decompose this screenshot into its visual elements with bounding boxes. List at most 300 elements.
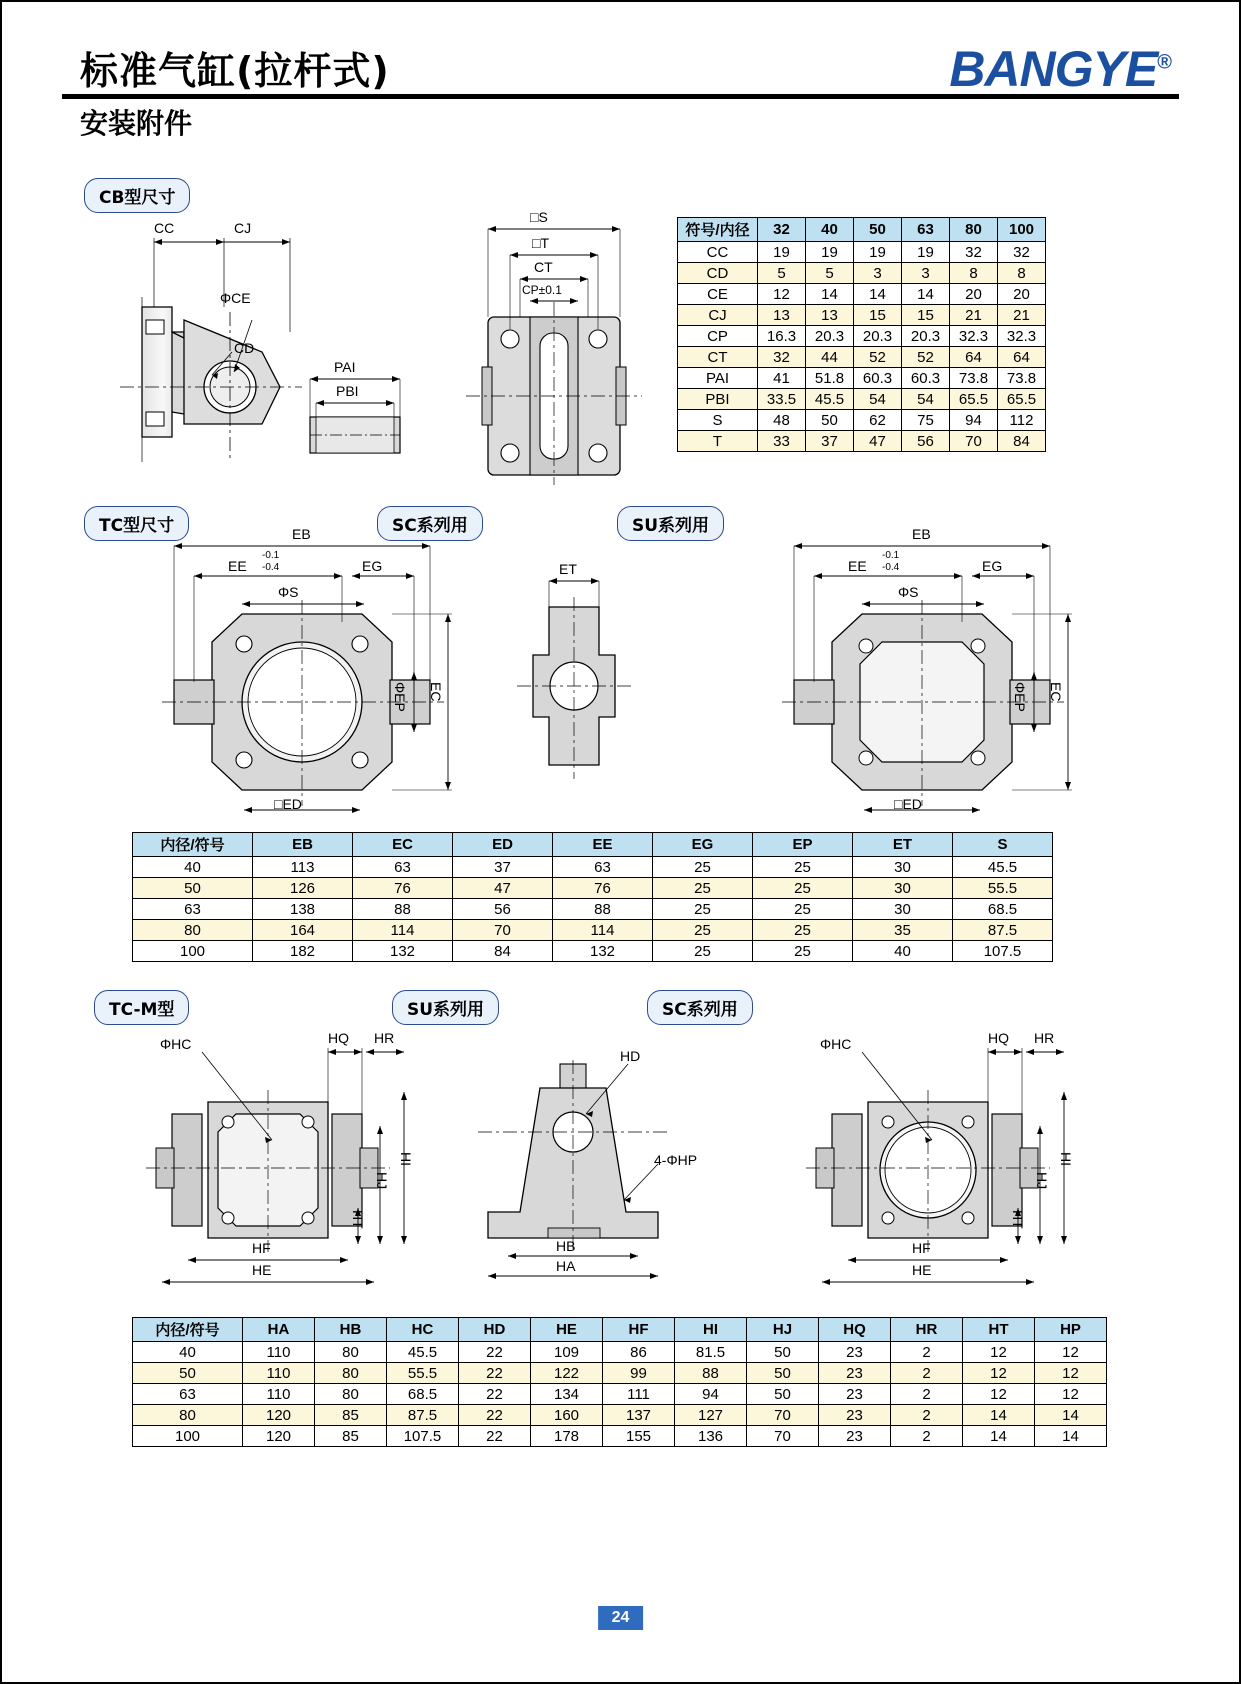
table-row-header: S <box>678 410 758 431</box>
label-hj: HJ <box>374 1172 390 1190</box>
table-cell: 55.5 <box>953 878 1053 899</box>
table-cell: 80 <box>315 1384 387 1405</box>
label-eg: EG <box>362 558 383 574</box>
brand-name: BANGYE <box>949 41 1158 97</box>
table-cell: 56 <box>902 431 950 452</box>
table-row <box>678 368 1046 389</box>
table-row-header: 40 <box>133 1342 243 1363</box>
label-ed-2: □ED <box>894 796 922 812</box>
table-cell: 32 <box>758 347 806 368</box>
label-cc: CC <box>154 220 175 236</box>
table-cell: 88 <box>675 1363 747 1384</box>
tc-su-part-drawing <box>507 561 647 817</box>
table-cell: 16.3 <box>758 326 806 347</box>
table-column-header: EB <box>253 833 353 857</box>
label-hb: HB <box>556 1238 576 1254</box>
label-s: □S <box>530 209 548 225</box>
section-tag-tc-sc: SC系列用 <box>377 506 483 541</box>
table-row <box>678 263 1046 284</box>
table-column-header: 63 <box>902 218 950 242</box>
table-cell: 14 <box>806 284 854 305</box>
table-column-header: EE <box>553 833 653 857</box>
table-cell: 45.5 <box>953 857 1053 878</box>
table-row-header: 80 <box>133 1405 243 1426</box>
table-row-header: 100 <box>133 941 253 962</box>
table-cell: 14 <box>902 284 950 305</box>
table-cell: 111 <box>603 1384 675 1405</box>
table-cell: 2 <box>891 1426 963 1447</box>
table-cell: 85 <box>315 1426 387 1447</box>
label-hp: 4-ΦHP <box>654 1152 698 1168</box>
table-cell: 94 <box>950 410 998 431</box>
table-cell: 52 <box>902 347 950 368</box>
table-row <box>133 941 1053 962</box>
table-cell: 76 <box>353 878 453 899</box>
table-cell: 14 <box>963 1405 1035 1426</box>
table-cell: 60.3 <box>902 368 950 389</box>
table-cell: 62 <box>854 410 902 431</box>
label-he: HE <box>252 1262 272 1278</box>
table-row <box>678 242 1046 263</box>
table-row-header: 100 <box>133 1426 243 1447</box>
table-cell: 164 <box>253 920 353 941</box>
table-column-header: HE <box>531 1318 603 1342</box>
table-column-header: S <box>953 833 1053 857</box>
label-hf-2: HF <box>912 1240 931 1256</box>
table-cell: 132 <box>553 941 653 962</box>
table-row <box>678 326 1046 347</box>
table-row-header: 50 <box>133 878 253 899</box>
table-column-header: HJ <box>747 1318 819 1342</box>
label-hi: HI <box>398 1152 414 1166</box>
table-column-header: EP <box>753 833 853 857</box>
table-cell: 99 <box>603 1363 675 1384</box>
table-cell: 50 <box>747 1342 819 1363</box>
table-cell: 33 <box>758 431 806 452</box>
table-cell: 138 <box>253 899 353 920</box>
table-cell: 178 <box>531 1426 603 1447</box>
label-ec-2: EC <box>1048 682 1064 702</box>
table-cell: 114 <box>553 920 653 941</box>
label-ht-2: HT <box>1010 1210 1026 1229</box>
table-cell: 45.5 <box>806 389 854 410</box>
table-cell: 70 <box>747 1426 819 1447</box>
table-cell: 86 <box>603 1342 675 1363</box>
label-ep-2: ΦEP <box>1012 682 1028 712</box>
table-cell: 110 <box>243 1363 315 1384</box>
table-row <box>133 1405 1107 1426</box>
section-tag-tcm: TC-M型 <box>94 990 189 1025</box>
table-cell: 137 <box>603 1405 675 1426</box>
table-column-header: 50 <box>854 218 902 242</box>
table-column-header: HB <box>315 1318 387 1342</box>
table-cell: 51.8 <box>806 368 854 389</box>
table-cell: 75 <box>902 410 950 431</box>
section-tag-tcm-su: SU系列用 <box>392 990 499 1025</box>
table-column-header: HI <box>675 1318 747 1342</box>
label-t: □T <box>532 235 550 251</box>
table-cell: 33.5 <box>758 389 806 410</box>
table-cell: 85 <box>315 1405 387 1426</box>
table-cell: 25 <box>753 899 853 920</box>
table-column-header: HC <box>387 1318 459 1342</box>
table-cell: 45.5 <box>387 1342 459 1363</box>
table-row-header: 50 <box>133 1363 243 1384</box>
table-cell: 132 <box>353 941 453 962</box>
table-column-header: HA <box>243 1318 315 1342</box>
table-cell: 12 <box>1035 1363 1107 1384</box>
table-header-row <box>133 1318 1107 1342</box>
table-cell: 94 <box>675 1384 747 1405</box>
label-hq: HQ <box>328 1030 349 1046</box>
table-cell: 47 <box>453 878 553 899</box>
table-cell: 127 <box>675 1405 747 1426</box>
table-cell: 8 <box>950 263 998 284</box>
table-row <box>133 899 1053 920</box>
table-row-header: 40 <box>133 857 253 878</box>
table-cell: 63 <box>353 857 453 878</box>
table-cell: 37 <box>806 431 854 452</box>
table-column-header: EC <box>353 833 453 857</box>
table-row <box>133 1342 1107 1363</box>
table-cell: 63 <box>553 857 653 878</box>
label-ed: □ED <box>274 796 302 812</box>
table-cell: 32.3 <box>998 326 1046 347</box>
table-cell: 155 <box>603 1426 675 1447</box>
table-cell: 21 <box>998 305 1046 326</box>
table-cell: 182 <box>253 941 353 962</box>
table-cell: 68.5 <box>953 899 1053 920</box>
table-corner-header: 内径/符号 <box>133 833 253 857</box>
table-column-header: ET <box>853 833 953 857</box>
label-hq-2: HQ <box>988 1030 1009 1046</box>
tc-su-drawing <box>772 526 1092 822</box>
label-hc: ΦHC <box>160 1036 192 1052</box>
table-row <box>133 857 1053 878</box>
table-cell: 21 <box>950 305 998 326</box>
table-cell: 113 <box>253 857 353 878</box>
tcm-su-drawing <box>132 1022 422 1292</box>
table-cell: 64 <box>950 347 998 368</box>
label-hr: HR <box>374 1030 395 1046</box>
tcm-su-side-drawing <box>452 1032 712 1282</box>
table-cell: 15 <box>902 305 950 326</box>
label-hi-2: HI <box>1058 1152 1074 1166</box>
table-cell: 13 <box>758 305 806 326</box>
table-row <box>133 1363 1107 1384</box>
label-he-2: HE <box>912 1262 932 1278</box>
table-cell: 32 <box>998 242 1046 263</box>
table-cell: 19 <box>758 242 806 263</box>
table-row-header: CP <box>678 326 758 347</box>
table-cell: 3 <box>854 263 902 284</box>
table-cell: 68.5 <box>387 1384 459 1405</box>
table-column-header: HP <box>1035 1318 1107 1342</box>
table-cell: 40 <box>853 941 953 962</box>
table-cell: 23 <box>819 1342 891 1363</box>
table-cell: 65.5 <box>998 389 1046 410</box>
label-ct: CT <box>534 259 553 275</box>
table-cell: 107.5 <box>953 941 1053 962</box>
table-cell: 14 <box>1035 1405 1107 1426</box>
table-cell: 55.5 <box>387 1363 459 1384</box>
label-ee-tol-top: -0.1 <box>262 550 280 561</box>
table-header-row <box>678 218 1046 242</box>
table-cell: 41 <box>758 368 806 389</box>
table-cell: 2 <box>891 1405 963 1426</box>
table-cell: 12 <box>758 284 806 305</box>
table-cell: 25 <box>753 878 853 899</box>
table-cell: 107.5 <box>387 1426 459 1447</box>
table-cell: 87.5 <box>953 920 1053 941</box>
table-cell: 84 <box>453 941 553 962</box>
cb-front-view-drawing <box>452 207 652 487</box>
table-cell: 30 <box>853 878 953 899</box>
table-cell: 70 <box>747 1405 819 1426</box>
table-cell: 76 <box>553 878 653 899</box>
table-cell: 13 <box>806 305 854 326</box>
label-ht: HT <box>350 1210 366 1229</box>
table-cell: 8 <box>998 263 1046 284</box>
table-cell: 109 <box>531 1342 603 1363</box>
table-column-header: HD <box>459 1318 531 1342</box>
label-s: ΦS <box>278 584 299 600</box>
table-column-header: 80 <box>950 218 998 242</box>
table-row-header: CD <box>678 263 758 284</box>
table-cell: 25 <box>753 920 853 941</box>
label-eg-2: EG <box>982 558 1003 574</box>
table-cell: 14 <box>963 1426 1035 1447</box>
label-eb: EB <box>292 526 311 542</box>
table-cell: 32 <box>950 242 998 263</box>
table-cell: 23 <box>819 1384 891 1405</box>
table-cell: 88 <box>553 899 653 920</box>
table-cell: 25 <box>653 878 753 899</box>
label-ee-tol-bot: -0.4 <box>262 562 280 573</box>
label-cp: CP±0.1 <box>522 283 562 297</box>
table-cell: 20.3 <box>854 326 902 347</box>
table-cell: 12 <box>1035 1384 1107 1405</box>
label-hr-2: HR <box>1034 1030 1055 1046</box>
table-row-header: PAI <box>678 368 758 389</box>
table-cell: 54 <box>902 389 950 410</box>
table-cb-dimensions <box>677 217 1046 452</box>
table-cell: 20.3 <box>806 326 854 347</box>
table-cell: 80 <box>315 1363 387 1384</box>
table-row-header: CT <box>678 347 758 368</box>
label-ee-tol-bot-2: -0.4 <box>882 562 900 573</box>
section-tag-tcm-sc: SC系列用 <box>647 990 753 1025</box>
table-cell: 110 <box>243 1384 315 1405</box>
table-cell: 44 <box>806 347 854 368</box>
label-ep: ΦEP <box>392 682 408 712</box>
registered-icon: ® <box>1157 51 1171 74</box>
table-cell: 30 <box>853 857 953 878</box>
label-cd: CD <box>234 340 255 356</box>
table-cell: 122 <box>531 1363 603 1384</box>
table-cell: 110 <box>243 1342 315 1363</box>
label-hc-2: ΦHC <box>820 1036 852 1052</box>
table-cell: 25 <box>753 941 853 962</box>
label-et: ET <box>559 561 577 577</box>
label-ee-2: EE <box>848 558 867 574</box>
table-column-header: HQ <box>819 1318 891 1342</box>
table-cell: 134 <box>531 1384 603 1405</box>
table-cell: 73.8 <box>998 368 1046 389</box>
table-cell: 3 <box>902 263 950 284</box>
table-cell: 50 <box>747 1384 819 1405</box>
page-subtitle: 安装附件 <box>80 107 193 140</box>
table-cell: 52 <box>854 347 902 368</box>
table-cell: 81.5 <box>675 1342 747 1363</box>
table-column-header: ED <box>453 833 553 857</box>
table-cell: 23 <box>819 1363 891 1384</box>
table-cell: 73.8 <box>950 368 998 389</box>
table-tcm-dimensions <box>132 1317 1107 1447</box>
table-cell: 25 <box>653 899 753 920</box>
table-row-header: CC <box>678 242 758 263</box>
table-row-header: CE <box>678 284 758 305</box>
table-cell: 14 <box>854 284 902 305</box>
table-row <box>133 920 1053 941</box>
table-corner-header: 符号/内径 <box>678 218 758 242</box>
table-row <box>678 347 1046 368</box>
page-title: 标准气缸(拉杆式) <box>80 49 390 93</box>
label-eb-2: EB <box>912 526 931 542</box>
table-cell: 20 <box>998 284 1046 305</box>
table-cell: 80 <box>315 1342 387 1363</box>
table-column-header: HT <box>963 1318 1035 1342</box>
cb-pin-drawing <box>292 357 422 477</box>
table-row-header: CJ <box>678 305 758 326</box>
table-cell: 25 <box>653 941 753 962</box>
table-cell: 65.5 <box>950 389 998 410</box>
table-row-header: 80 <box>133 920 253 941</box>
table-cell: 12 <box>1035 1342 1107 1363</box>
table-cell: 19 <box>854 242 902 263</box>
table-cell: 2 <box>891 1384 963 1405</box>
table-cell: 19 <box>806 242 854 263</box>
table-cell: 22 <box>459 1342 531 1363</box>
table-header-row <box>133 833 1053 857</box>
label-cj: CJ <box>234 220 252 236</box>
table-column-header: HR <box>891 1318 963 1342</box>
table-cell: 136 <box>675 1426 747 1447</box>
table-cell: 2 <box>891 1342 963 1363</box>
table-cell: 54 <box>854 389 902 410</box>
table-cell: 12 <box>963 1342 1035 1363</box>
table-column-header: 40 <box>806 218 854 242</box>
label-pai: PAI <box>334 359 356 375</box>
table-column-header: 32 <box>758 218 806 242</box>
table-cell: 14 <box>1035 1426 1107 1447</box>
label-ce: ΦCE <box>220 290 251 306</box>
table-cell: 87.5 <box>387 1405 459 1426</box>
section-tag-tc: TC型尺寸 <box>84 506 189 541</box>
table-cell: 25 <box>653 920 753 941</box>
table-cell: 160 <box>531 1405 603 1426</box>
table-row-header: T <box>678 431 758 452</box>
table-row-header: 63 <box>133 1384 243 1405</box>
table-row <box>678 389 1046 410</box>
section-tag-cb: CB型尺寸 <box>84 178 190 213</box>
table-row-header: PBI <box>678 389 758 410</box>
table-cell: 22 <box>459 1363 531 1384</box>
label-hf: HF <box>252 1240 271 1256</box>
table-cell: 114 <box>353 920 453 941</box>
table-cell: 64 <box>998 347 1046 368</box>
table-cell: 20 <box>950 284 998 305</box>
label-ee: EE <box>228 558 247 574</box>
table-row <box>678 284 1046 305</box>
table-cell: 23 <box>819 1426 891 1447</box>
table-cell: 12 <box>963 1384 1035 1405</box>
table-row <box>678 431 1046 452</box>
label-ee-tol-top-2: -0.1 <box>882 550 900 561</box>
table-cell: 15 <box>854 305 902 326</box>
table-cell: 35 <box>853 920 953 941</box>
table-cell: 5 <box>758 263 806 284</box>
table-column-header: 100 <box>998 218 1046 242</box>
table-row <box>678 305 1046 326</box>
table-cell: 88 <box>353 899 453 920</box>
label-ha: HA <box>556 1258 576 1274</box>
table-row <box>133 878 1053 899</box>
label-hj-2: HJ <box>1034 1172 1050 1190</box>
table-cell: 25 <box>753 857 853 878</box>
table-cell: 120 <box>243 1426 315 1447</box>
table-cell: 84 <box>998 431 1046 452</box>
table-corner-header: 内径/符号 <box>133 1318 243 1342</box>
table-cell: 112 <box>998 410 1046 431</box>
table-tc-dimensions <box>132 832 1053 962</box>
table-cell: 32.3 <box>950 326 998 347</box>
section-tag-tc-su: SU系列用 <box>617 506 724 541</box>
table-cell: 2 <box>891 1363 963 1384</box>
table-cell: 70 <box>950 431 998 452</box>
table-cell: 5 <box>806 263 854 284</box>
table-cell: 60.3 <box>854 368 902 389</box>
table-column-header: HF <box>603 1318 675 1342</box>
table-cell: 22 <box>459 1426 531 1447</box>
table-cell: 47 <box>854 431 902 452</box>
table-cell: 37 <box>453 857 553 878</box>
table-row <box>133 1426 1107 1447</box>
table-cell: 120 <box>243 1405 315 1426</box>
table-row <box>133 1384 1107 1405</box>
table-row <box>678 410 1046 431</box>
table-cell: 50 <box>806 410 854 431</box>
tcm-sc-drawing <box>792 1022 1082 1292</box>
table-cell: 19 <box>902 242 950 263</box>
table-cell: 22 <box>459 1384 531 1405</box>
table-cell: 20.3 <box>902 326 950 347</box>
label-pbi: PBI <box>336 383 359 399</box>
table-cell: 50 <box>747 1363 819 1384</box>
table-cell: 70 <box>453 920 553 941</box>
table-row-header: 63 <box>133 899 253 920</box>
brand-logo <box>949 40 1171 98</box>
label-s-2: ΦS <box>898 584 919 600</box>
label-hd: HD <box>620 1048 641 1064</box>
table-column-header: EG <box>653 833 753 857</box>
page-header <box>2 2 1239 152</box>
page-number: 24 <box>598 1606 644 1630</box>
table-cell: 126 <box>253 878 353 899</box>
table-cell: 22 <box>459 1405 531 1426</box>
table-cell: 12 <box>963 1363 1035 1384</box>
table-cell: 48 <box>758 410 806 431</box>
